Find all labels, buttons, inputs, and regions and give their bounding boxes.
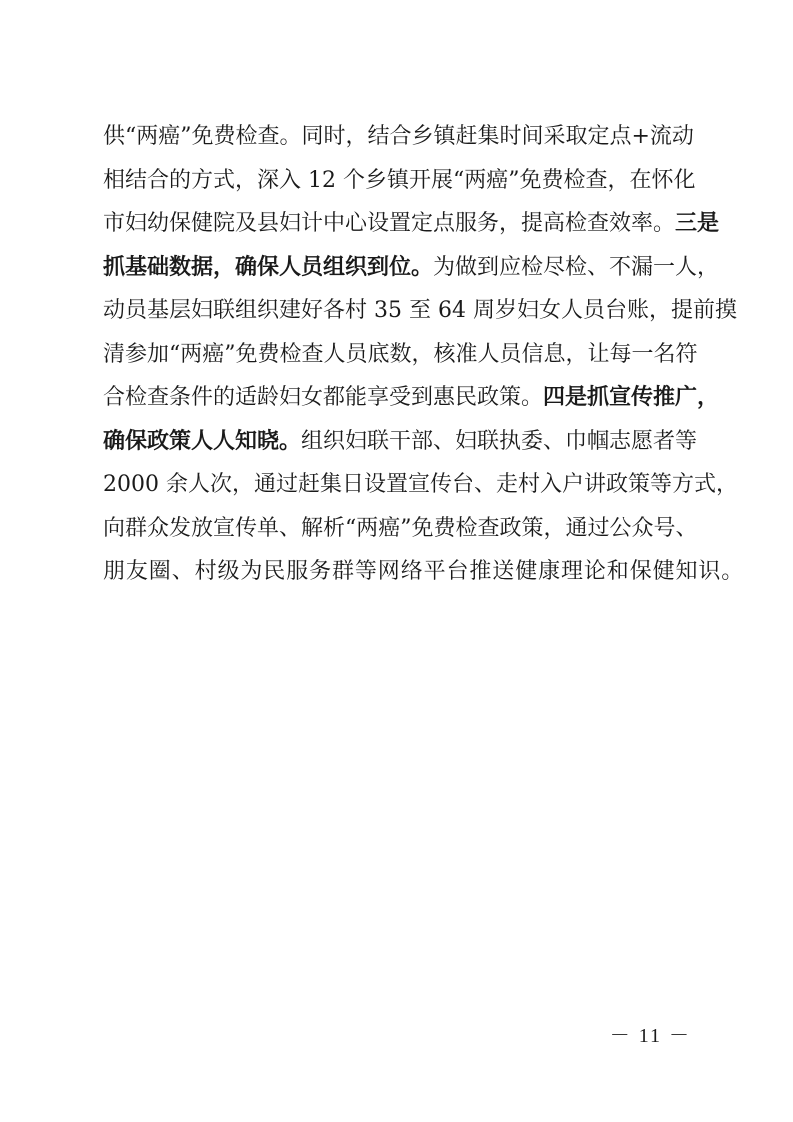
- bold-heading-segment: 确保政策人人知晓。: [103, 427, 302, 454]
- text-segment: 合检查条件的适龄妇女都能享受到惠民政策。: [103, 385, 544, 410]
- text-segment: 清参加“两癌”免费检查人员底数，核准人员信息，让每一名符: [103, 341, 698, 367]
- body-paragraph: [103, 115, 745, 594]
- text-segment: 为做到应检尽检、不漏一人，: [433, 254, 720, 280]
- text-segment: 朋友圈、村级为民服务群等网络平台推送健康理论和保健知识。: [103, 559, 745, 584]
- bold-heading-segment: 抓基础数据，确保人员组织到位。: [103, 253, 434, 280]
- page-number: － 11 －: [609, 1025, 691, 1047]
- text-line: [103, 333, 698, 377]
- text-segment: 供“两癌”免费检查。同时，结合乡镇赶集时间采取定点+流动: [103, 124, 694, 149]
- text-segment: 相结合的方式，深入 12 个乡镇开展“两癌”免费检查，在怀化: [103, 167, 696, 193]
- bold-heading-segment: 四是抓宣传推广，: [543, 384, 720, 410]
- text-segment: 组织妇联干部、妇联执委、巾帼志愿者等: [301, 428, 698, 454]
- text-segment: 动员基层妇联组织建好各村 35 至 64 周岁妇女人员台账，提前摸: [103, 298, 737, 323]
- text-line: [103, 420, 698, 464]
- text-line: [103, 159, 696, 203]
- text-line: [103, 289, 737, 333]
- text-line: [103, 115, 694, 159]
- text-line: [103, 463, 738, 507]
- text-segment: 2000 余人次，通过赶集日设置宣传台、走村入户讲政策等方式，: [103, 472, 738, 497]
- text-line: [103, 376, 720, 420]
- text-segment: 市妇幼保健院及县妇计中心设置定点服务，提高检查效率。: [103, 211, 676, 236]
- text-line: [103, 507, 698, 551]
- text-line: [103, 202, 720, 246]
- bold-heading-segment: 三是: [675, 210, 720, 236]
- text-line: [103, 550, 745, 594]
- text-line: [103, 246, 720, 290]
- text-segment: 向群众发放宣传单、解析“两癌”免费检查政策，通过公众号、: [103, 515, 698, 541]
